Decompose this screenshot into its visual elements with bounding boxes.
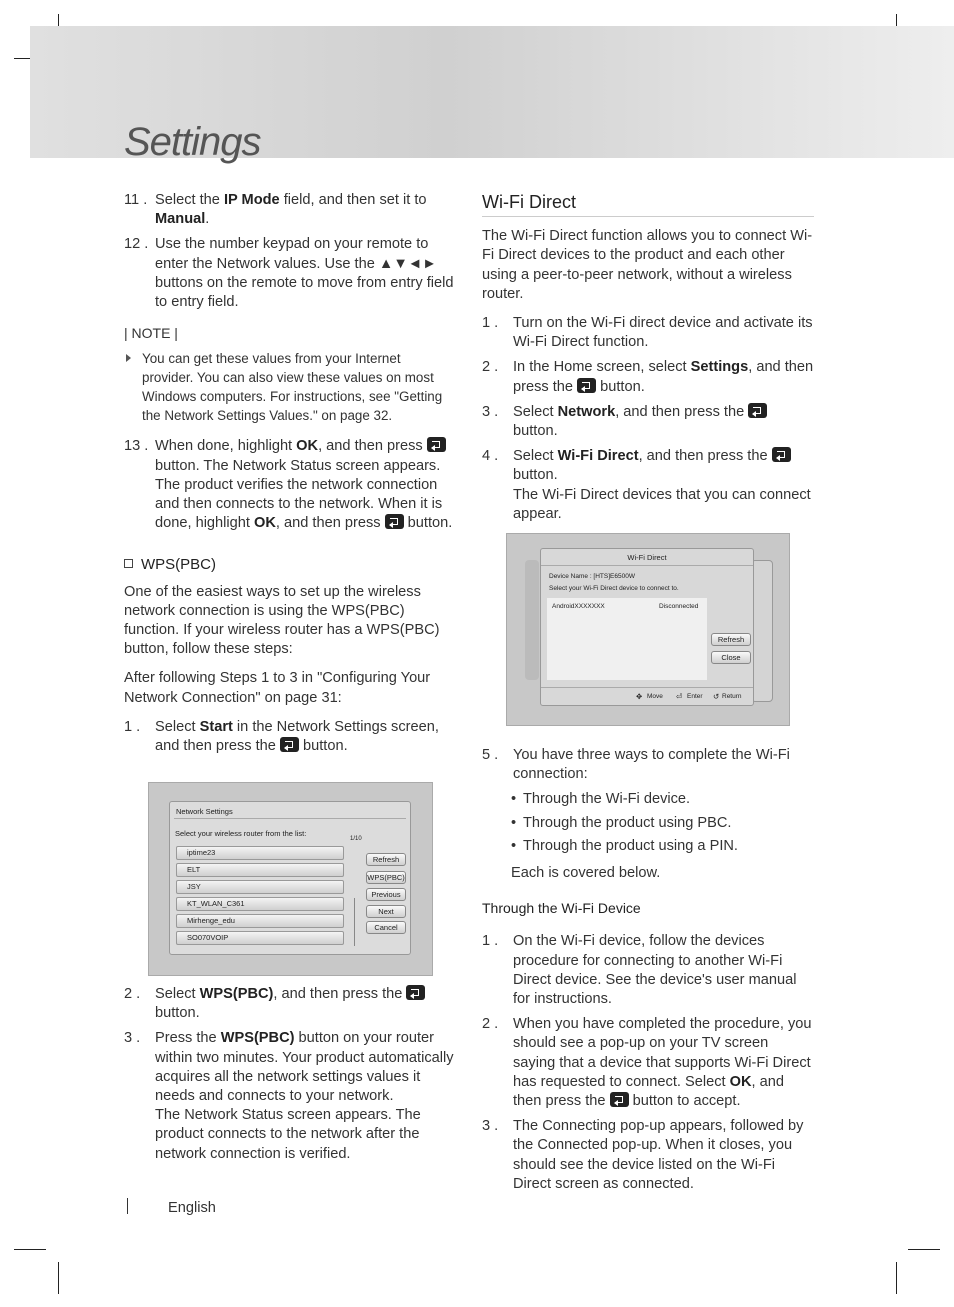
note-label: | NOTE | (124, 325, 178, 342)
right-column-lower (482, 746, 814, 1200)
device-step-1: 1 . On the Wi-Fi device, follow the devices procedure for connecting to another Wi-Fi Direct device. See the device's user manual for instructions. (482, 933, 797, 1008)
enter-button-icon (427, 437, 446, 452)
previous-button[interactable]: Previous (366, 888, 406, 901)
wps-paragraph-1: One of the easiest ways to set up the wireless network connection is using the WPS(PBC) function. If your wireless router has a WPS(PBC) button, follow these steps: (124, 583, 440, 658)
router-row[interactable]: KT_WLAN_C361 (176, 897, 344, 911)
device-step-3: 3 . The Connecting pop-up appears, followed by the Connected pop-up. When it closes, you should see the device listed on the Wi-Fi Direct screen as connected. (482, 1118, 804, 1192)
return-hint: Return (722, 693, 742, 700)
wifi-step-3: 3 . Select Network, and then press the button. (482, 403, 814, 441)
refresh-button[interactable]: Refresh (711, 633, 751, 646)
wifi-step-4: 4 . Select Wi-Fi Direct, and then press the button. The Wi-Fi Direct devices that you can connect appear. (482, 448, 811, 522)
enter-button-icon (406, 985, 425, 1000)
crop-mark (58, 1262, 59, 1294)
wps-paragraph-2: After following Steps 1 to 3 in "Configuring Your Network Connection" on page 31: (124, 670, 431, 706)
wps-step-1: 1 . Select Start in the Network Settings screen, and then press the button. (124, 718, 439, 755)
wifi-step-5: 5 . You have three ways to complete the Wi-Fi connection: (482, 747, 790, 783)
enter-button-icon (772, 447, 791, 462)
divider (541, 687, 753, 688)
wifi-direct-screenshot (506, 533, 790, 726)
refresh-button[interactable]: Refresh (366, 853, 406, 866)
router-row[interactable]: SO070VOIP (176, 931, 344, 945)
method-bullet: • Through the product using PBC. (511, 814, 814, 833)
crop-mark (14, 1249, 46, 1250)
enter-button-icon (280, 737, 299, 752)
left-column (124, 191, 454, 762)
router-row[interactable]: ELT (176, 863, 344, 877)
network-settings-title: Network Settings (176, 807, 233, 816)
enter-button-icon (610, 1092, 629, 1107)
wifi-direct-heading: Wi-Fi Direct (482, 193, 814, 217)
footer-bar (127, 1198, 128, 1214)
footer-language: English (168, 1200, 216, 1216)
each-covered-text: Each is covered below. (511, 865, 661, 882)
wps-pbc-button[interactable]: WPS(PBC) (367, 873, 405, 882)
wifi-prompt: Select your Wi-Fi Direct device to connect to. (549, 585, 679, 592)
move-hint: Move (647, 693, 663, 700)
background-panel (751, 560, 773, 702)
wps-heading: WPS(PBC) (124, 555, 454, 574)
move-icon: ✥ (636, 692, 643, 701)
step-11: 11 . Select the IP Mode field, and then set it to Manual. (124, 192, 427, 228)
wps-step-3: 3 . Press the WPS(PBC) button on your router within two minutes. Your product automatically acquires all the network settings values it needs and connects to your network. The Network Status screen appears. The product connects to the network after the network connection is verified. (124, 1030, 454, 1162)
router-prompt: Select your wireless router from the list: (175, 829, 307, 838)
cancel-button[interactable]: Cancel (366, 921, 406, 934)
enter-icon: ⏎ (676, 692, 683, 701)
page-title: Settings (124, 120, 261, 164)
page-indicator: 1/10 (350, 836, 362, 842)
through-wifi-device-heading: Through the Wi-Fi Device (482, 900, 641, 917)
device-list[interactable] (547, 598, 707, 680)
network-settings-screenshot (148, 782, 433, 976)
triangle-bullet-icon (126, 354, 131, 362)
enter-hint: Enter (687, 693, 703, 700)
right-column (482, 193, 814, 530)
return-icon: ↺ (713, 692, 720, 701)
device-name: Device Name : [HTS]E6500W (549, 573, 635, 580)
device-status: Disconnected (659, 603, 699, 610)
enter-button-icon (577, 378, 596, 393)
wifi-direct-panel (540, 548, 754, 706)
device-step-2: 2 . When you have completed the procedure, you should see a pop-up on your TV screen saying that a device that supports Wi-Fi Direct has requested to connect. Select OK, and then press the button to accept. (482, 1016, 812, 1110)
enter-button-icon (385, 514, 404, 529)
next-button[interactable]: Next (366, 905, 406, 918)
wifi-step-1: 1 . Turn on the Wi-Fi direct device and activate its Wi-Fi Direct function. (482, 315, 813, 351)
checkbox-square-icon (124, 559, 133, 568)
left-column-lower (124, 985, 454, 1170)
scrollbar[interactable] (354, 898, 355, 946)
divider (174, 818, 406, 819)
network-settings-panel (169, 801, 411, 955)
side-menu-strip (525, 560, 539, 680)
wps-step-2: 2 . Select WPS(PBC), and then press the button. (124, 985, 454, 1023)
router-row[interactable]: Mirhenge_edu (176, 914, 344, 928)
wifi-intro: The Wi-Fi Direct function allows you to connect Wi-Fi Direct devices to the product and each other using a peer-to-peer network, without a wireless router. (482, 228, 813, 302)
router-row[interactable]: iptime23 (176, 846, 344, 860)
crop-mark (908, 1249, 940, 1250)
wifi-direct-title: Wi-Fi Direct (627, 553, 667, 562)
method-bullet: • Through the product using a PIN. (511, 837, 814, 856)
enter-button-icon (748, 403, 767, 418)
note: You can get these values from your Internet provider. You can also view these values on most Windows computers. For instructions, see "Getting the Network Settings Values." on page 32. (124, 349, 454, 425)
router-row[interactable]: JSY (176, 880, 344, 894)
close-button[interactable]: Close (711, 651, 751, 664)
method-bullet: • Through the Wi-Fi device. (511, 790, 814, 809)
crop-mark (896, 1262, 897, 1294)
device-entry[interactable]: AndroidXXXXXXX (552, 603, 605, 610)
divider (541, 565, 753, 566)
step-13: 13 . When done, highlight OK, and then press button. The Network Status screen appears. The product verifies the network connection and then connects to the network. When it is done, highlight OK, and then press button. (124, 438, 453, 532)
wifi-step-2: 2 . In the Home screen, select Settings, and then press the button. (482, 359, 814, 395)
step-12: 12 . Use the number keypad on your remote to enter the Network values. Use the ▲▼◄► buttons on the remote to move from entry field to entry field. (124, 236, 454, 311)
